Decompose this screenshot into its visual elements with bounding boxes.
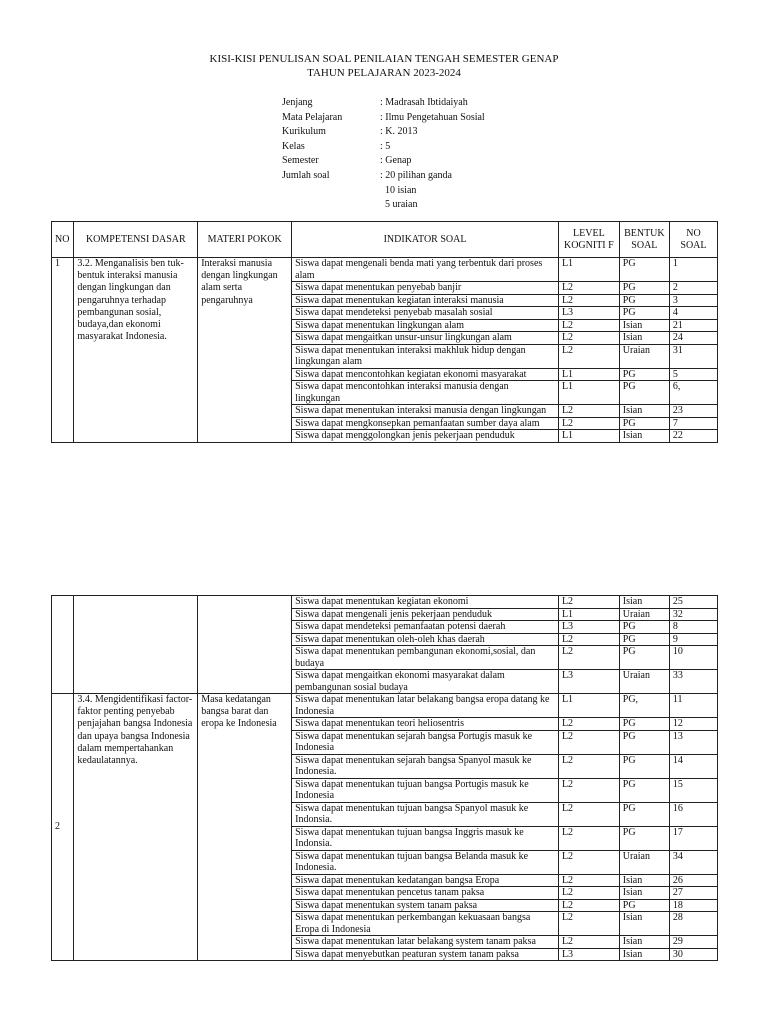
title-line-2: TAHUN PELAJARAN 2023-2024	[307, 67, 461, 79]
cell-level-kognitif: L1	[558, 368, 619, 381]
cell-indikator-soal: Siswa dapat menentukan interaksi manusia dengan lingkungan	[292, 405, 559, 418]
meta-label: Semester	[282, 155, 319, 167]
cell-bentuk-soal: PG	[619, 258, 669, 282]
meta-label	[282, 198, 380, 213]
cell-no-soal: 1	[669, 258, 717, 282]
meta-row	[282, 96, 485, 111]
cell-indikator-soal: Siswa dapat menentukan kedatangan bangsa Eropa	[292, 874, 559, 887]
cell-level-kognitif: L2	[558, 912, 619, 936]
cell-no-soal: 11	[669, 694, 717, 718]
cell-bentuk-soal: PG	[619, 294, 669, 307]
cell-indikator-soal: Siswa dapat menentukan tujuan bangsa Inggris masuk ke Indonsia.	[292, 826, 559, 850]
group-1-kompetensi-dasar: 3.2. Menganalisis ben tuk-bentuk interaksi manusia dengan lingkungan dan pengaruhnya terhadap pembangunan sosial, budaya,dan ekonomi masyarakat Indonesia.	[74, 258, 198, 443]
cell-bentuk-soal: PG	[619, 778, 669, 802]
cell-indikator-soal: Siswa dapat menentukan interaksi makhluk hidup dengan lingkungan alam	[292, 344, 559, 368]
cell-indikator-soal: Siswa dapat menentukan latar belakang system tanam paksa	[292, 936, 559, 949]
cell-bentuk-soal: Isian	[619, 596, 669, 609]
header-bentuk-soal: BENTUK SOAL	[619, 222, 669, 258]
cell-no-soal: 21	[669, 319, 717, 332]
cell-no-soal: 28	[669, 912, 717, 936]
cell-level-kognitif: L1	[558, 694, 619, 718]
meta-label: Jumlah soal	[282, 169, 330, 181]
cell-indikator-soal: Siswa dapat menentukan tujuan bangsa Belanda masuk ke Indonesia.	[292, 850, 559, 874]
cell-no-soal: 13	[669, 730, 717, 754]
cell-no-soal: 12	[669, 718, 717, 731]
cell-level-kognitif: L2	[558, 596, 619, 609]
cell-bentuk-soal: Uraian	[619, 344, 669, 368]
meta-row	[282, 125, 485, 140]
cell-indikator-soal: Siswa dapat mengenali benda mati yang terbentuk dari proses alam	[292, 258, 559, 282]
cell-no-soal: 15	[669, 778, 717, 802]
cell-level-kognitif: L3	[558, 948, 619, 961]
group-2-no: 2	[52, 694, 74, 961]
group-1-materi-pokok: Interaksi manusia dengan lingkungan alam serta pengaruhnya	[198, 258, 292, 443]
cell-level-kognitif: L1	[558, 381, 619, 405]
header-kompetensi-dasar: KOMPETENSI DASAR	[74, 222, 198, 258]
cell-no-soal: 30	[669, 948, 717, 961]
cell-bentuk-soal: PG,	[619, 694, 669, 718]
cell-level-kognitif: L2	[558, 874, 619, 887]
cell-indikator-soal: Siswa dapat menentukan penyebab banjir	[292, 282, 559, 295]
cell-bentuk-soal: PG	[619, 621, 669, 634]
cell-no-soal: 31	[669, 344, 717, 368]
cell-no-soal: 7	[669, 417, 717, 430]
cell-bentuk-soal: PG	[619, 718, 669, 731]
cell-bentuk-soal: PG	[619, 381, 669, 405]
table-row	[52, 596, 718, 609]
cell-level-kognitif: L2	[558, 778, 619, 802]
header-no: NO	[52, 222, 74, 258]
cell-no-soal: 18	[669, 899, 717, 912]
cell-no-soal: 27	[669, 887, 717, 900]
cell-level-kognitif: L2	[558, 730, 619, 754]
meta-value: : Madrasah Ibtidaiyah	[380, 97, 468, 108]
cell-bentuk-soal: Isian	[619, 874, 669, 887]
cell-indikator-soal: Siswa dapat menentukan kegiatan ekonomi	[292, 596, 559, 609]
meta-row	[282, 184, 485, 199]
cell-indikator-soal: Siswa dapat mengaitkan ekonomi masyarakat dalam pembangunan sosial budaya	[292, 670, 559, 694]
cell-level-kognitif: L2	[558, 718, 619, 731]
cell-indikator-soal: Siswa dapat menentukan system tanam paksa	[292, 899, 559, 912]
cell-bentuk-soal: PG	[619, 646, 669, 670]
cell-bentuk-soal: Uraian	[619, 670, 669, 694]
cell-no-soal: 6,	[669, 381, 717, 405]
cell-no-soal: 34	[669, 850, 717, 874]
cell-no-soal: 4	[669, 307, 717, 320]
meta-label: Mata Pelajaran	[282, 111, 343, 123]
cell-bentuk-soal: PG	[619, 899, 669, 912]
cell-bentuk-soal: PG	[619, 368, 669, 381]
table-header-row	[52, 222, 718, 258]
cell-level-kognitif: L2	[558, 936, 619, 949]
cell-bentuk-soal: Isian	[619, 319, 669, 332]
meta-value: : K. 2013	[380, 126, 418, 138]
cell-bentuk-soal: PG	[619, 802, 669, 826]
cell-level-kognitif: L2	[558, 887, 619, 900]
cell-indikator-soal: Siswa dapat menentukan tujuan bangsa Portugis masuk ke Indonesia	[292, 778, 559, 802]
title-line-1: KISI-KISI PENULISAN SOAL PENILAIAN TENGAH SEMESTER GENAP	[209, 53, 559, 65]
cell-bentuk-soal: PG	[619, 826, 669, 850]
cell-bentuk-soal: PG	[619, 730, 669, 754]
kisi-kisi-table-page-2	[51, 595, 718, 961]
cell-level-kognitif: L2	[558, 294, 619, 307]
cell-bentuk-soal: Isian	[619, 887, 669, 900]
cell-no-soal: 2	[669, 282, 717, 295]
table-row	[52, 258, 718, 282]
meta-row	[282, 169, 485, 184]
cell-level-kognitif: L1	[558, 258, 619, 282]
meta-label	[282, 184, 380, 199]
cell-no-soal: 14	[669, 754, 717, 778]
cell-indikator-soal: Siswa dapat menyebutkan peaturan system tanam paksa	[292, 948, 559, 961]
cell-level-kognitif: L2	[558, 899, 619, 912]
cell-no-soal: 5	[669, 368, 717, 381]
cell-bentuk-soal: PG	[619, 754, 669, 778]
cell-no-soal: 24	[669, 332, 717, 345]
meta-label: Kelas	[282, 140, 305, 152]
cell-bentuk-soal: Isian	[619, 912, 669, 936]
cell-no-soal: 26	[669, 874, 717, 887]
cell-indikator-soal: Siswa dapat menentukan pembangunan ekonomi,sosial, dan budaya	[292, 646, 559, 670]
cell-level-kognitif: L2	[558, 826, 619, 850]
cell-no-soal: 8	[669, 621, 717, 634]
cell-indikator-soal: Siswa dapat menentukan teori heliosentris	[292, 718, 559, 731]
cell-indikator-soal: Siswa dapat menentukan sejarah bangsa Portugis masuk ke Indonesia	[292, 730, 559, 754]
cell-level-kognitif: L2	[558, 417, 619, 430]
meta-value: : Genap	[380, 155, 412, 167]
cell-no-soal: 3	[669, 294, 717, 307]
meta-value: 10 isian	[380, 184, 417, 196]
cell-level-kognitif: L2	[558, 646, 619, 670]
cell-indikator-soal: Siswa dapat mendeteksi penyebab masalah sosial	[292, 307, 559, 320]
meta-value: : 20 pilihan ganda	[380, 169, 452, 181]
group-1-no: 1	[52, 258, 74, 443]
cell-bentuk-soal: Isian	[619, 332, 669, 345]
cell-bentuk-soal: Isian	[619, 405, 669, 418]
cell-bentuk-soal: PG	[619, 633, 669, 646]
cell-level-kognitif: L1	[558, 430, 619, 443]
meta-value: : Ilmu Pengetahuan Sosial	[380, 111, 485, 123]
group-1-cont-no	[52, 596, 74, 694]
cell-bentuk-soal: Isian	[619, 948, 669, 961]
cell-bentuk-soal: PG	[619, 307, 669, 320]
cell-no-soal: 17	[669, 826, 717, 850]
cell-indikator-soal: Siswa dapat menentukan latar belakang bangsa eropa datang ke Indonesia	[292, 694, 559, 718]
cell-indikator-soal: Siswa dapat menentukan pencetus tanam paksa	[292, 887, 559, 900]
cell-indikator-soal: Siswa dapat mengaitkan unsur-unsur lingkungan alam	[292, 332, 559, 345]
cell-indikator-soal: Siswa dapat mendeteksi pemanfaatan potensi daerah	[292, 621, 559, 634]
cell-level-kognitif: L3	[558, 670, 619, 694]
cell-no-soal: 22	[669, 430, 717, 443]
meta-row	[282, 198, 485, 213]
cell-indikator-soal: Siswa dapat menentukan perkembangan kekuasaan bangsa Eropa di Indonesia	[292, 912, 559, 936]
cell-no-soal: 29	[669, 936, 717, 949]
cell-bentuk-soal: PG	[619, 417, 669, 430]
cell-level-kognitif: L1	[558, 608, 619, 621]
group-1-cont-kompetensi-dasar	[74, 596, 198, 694]
cell-no-soal: 16	[669, 802, 717, 826]
group-1-cont-materi-pokok	[198, 596, 292, 694]
cell-level-kognitif: L2	[558, 754, 619, 778]
cell-no-soal: 10	[669, 646, 717, 670]
meta-label: Kurikulum	[282, 126, 326, 138]
cell-no-soal: 32	[669, 608, 717, 621]
cell-indikator-soal: Siswa dapat menentukan oleh-oleh khas daerah	[292, 633, 559, 646]
table-row	[52, 694, 718, 718]
cell-level-kognitif: L2	[558, 850, 619, 874]
header-materi-pokok: MATERI POKOK	[198, 222, 292, 258]
cell-indikator-soal: Siswa dapat menentukan sejarah bangsa Spanyol masuk ke Indonesia.	[292, 754, 559, 778]
cell-level-kognitif: L3	[558, 307, 619, 320]
cell-level-kognitif: L2	[558, 802, 619, 826]
cell-bentuk-soal: Isian	[619, 936, 669, 949]
cell-level-kognitif: L2	[558, 332, 619, 345]
meta-label: Jenjang	[282, 97, 313, 108]
cell-indikator-soal: Siswa dapat menentukan lingkungan alam	[292, 319, 559, 332]
group-2-kompetensi-dasar: 3.4. Mengidentifikasi factor-faktor penting penyebab penjajahan bangsa Indonesia dan upaya bangsa Indonesia dalam mempertahankan kedaulatannya.	[74, 694, 198, 961]
meta-value: : 5	[380, 140, 391, 152]
group-2-materi-pokok: Masa kedatangan bangsa barat dan eropa ke Indonesia	[198, 694, 292, 961]
cell-level-kognitif: L2	[558, 405, 619, 418]
cell-no-soal: 33	[669, 670, 717, 694]
cell-indikator-soal: Siswa dapat mencontohkan kegiatan ekonomi masyarakat	[292, 368, 559, 381]
header-level-kognitif: LEVEL KOGNITI F	[558, 222, 619, 258]
document-title	[0, 52, 768, 80]
cell-indikator-soal: Siswa dapat menggolongkan jenis pekerjaan penduduk	[292, 430, 559, 443]
cell-level-kognitif: L3	[558, 621, 619, 634]
cell-no-soal: 23	[669, 405, 717, 418]
cell-bentuk-soal: Uraian	[619, 608, 669, 621]
meta-row	[282, 111, 485, 126]
cell-level-kognitif: L2	[558, 319, 619, 332]
kisi-kisi-table-page-1	[51, 221, 718, 443]
meta-row	[282, 140, 485, 155]
header-indikator-soal: INDIKATOR SOAL	[292, 222, 559, 258]
cell-bentuk-soal: PG	[619, 282, 669, 295]
meta-value: 5 uraian	[380, 199, 418, 211]
document-metadata	[282, 96, 485, 213]
cell-indikator-soal: Siswa dapat mencontohkan interaksi manusia dengan lingkungan	[292, 381, 559, 405]
cell-level-kognitif: L2	[558, 282, 619, 295]
cell-no-soal: 9	[669, 633, 717, 646]
cell-level-kognitif: L2	[558, 344, 619, 368]
cell-no-soal: 25	[669, 596, 717, 609]
cell-indikator-soal: Siswa dapat mengenali jenis pekerjaan penduduk	[292, 608, 559, 621]
meta-row	[282, 154, 485, 169]
cell-level-kognitif: L2	[558, 633, 619, 646]
cell-indikator-soal: Siswa dapat mengkonsepkan pemanfaatan sumber daya alam	[292, 417, 559, 430]
cell-indikator-soal: Siswa dapat menentukan kegiatan interaksi manusia	[292, 294, 559, 307]
cell-indikator-soal: Siswa dapat menentukan tujuan bangsa Spanyol masuk ke Indonsia.	[292, 802, 559, 826]
cell-bentuk-soal: Isian	[619, 430, 669, 443]
header-no-soal: NO SOAL	[669, 222, 717, 258]
cell-bentuk-soal: Uraian	[619, 850, 669, 874]
